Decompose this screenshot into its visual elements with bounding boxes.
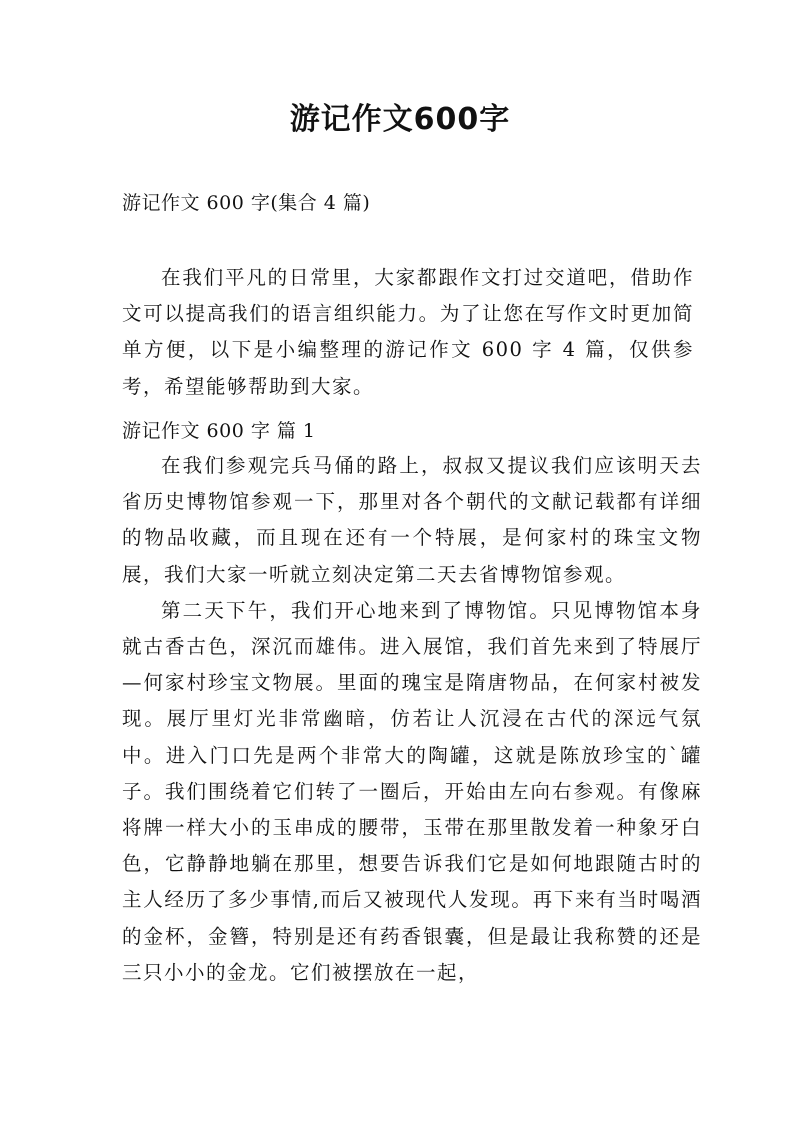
chapter-paragraph-1: 在我们参观完兵马俑的路上，叔叔又提议我们应该明天去省历史博物馆参观一下，那里对各个朝代的文献记载都有详细的物品收藏，而且现在还有一个特展，是何家村的珠宝文物展，我们大家一听就立刻决定第二天去省博物馆参观。 [122, 454, 702, 586]
document-subtitle: 游记作文 600 字(集合 4 篇) [122, 192, 371, 214]
page-title: 游记作文600字 [289, 102, 511, 137]
chapter-paragraph-2: 第二天下午，我们开心地来到了博物馆。只见博物馆本身就古香古色，深沉而雄伟。进入展馆，我们首先来到了特展厅—何家村珍宝文物展。里面的瑰宝是隋唐物品，在何家村被发现。展厅里灯光非常幽暗，仿若让人沉浸在古代的深远气氛中。进入门口先是两个非常大的陶罐，这就是陈放珍宝的`罐子。我们围绕着它们转了一圈后，开始由左向右参观。有像麻将牌一样大小的玉串成的腰带，玉带在那里散发着一种象牙白色，它静静地躺在那里，想要告诉我们它是如何地跟随古时的主人经历了多少事情,而后又被现代人发现。再下来有当时喝酒的金杯，金簪，特别是还有药香银囊，但是最让我称赞的还是三只小小的金龙。它们被摆放在一起， [122, 598, 702, 984]
intro-paragraph: 在我们平凡的日常里，大家都跟作文打过交道吧，借助作文可以提高我们的语言组织能力。为了让您在写作文时更加简单方便，以下是小编整理的游记作文 600 字 4 篇，仅供参考，希望能够帮助到大家。 [122, 266, 694, 398]
chapter-heading: 游记作文 600 字 篇 1 [122, 420, 316, 442]
intro-section [122, 260, 694, 405]
chapter-1 [122, 414, 702, 991]
